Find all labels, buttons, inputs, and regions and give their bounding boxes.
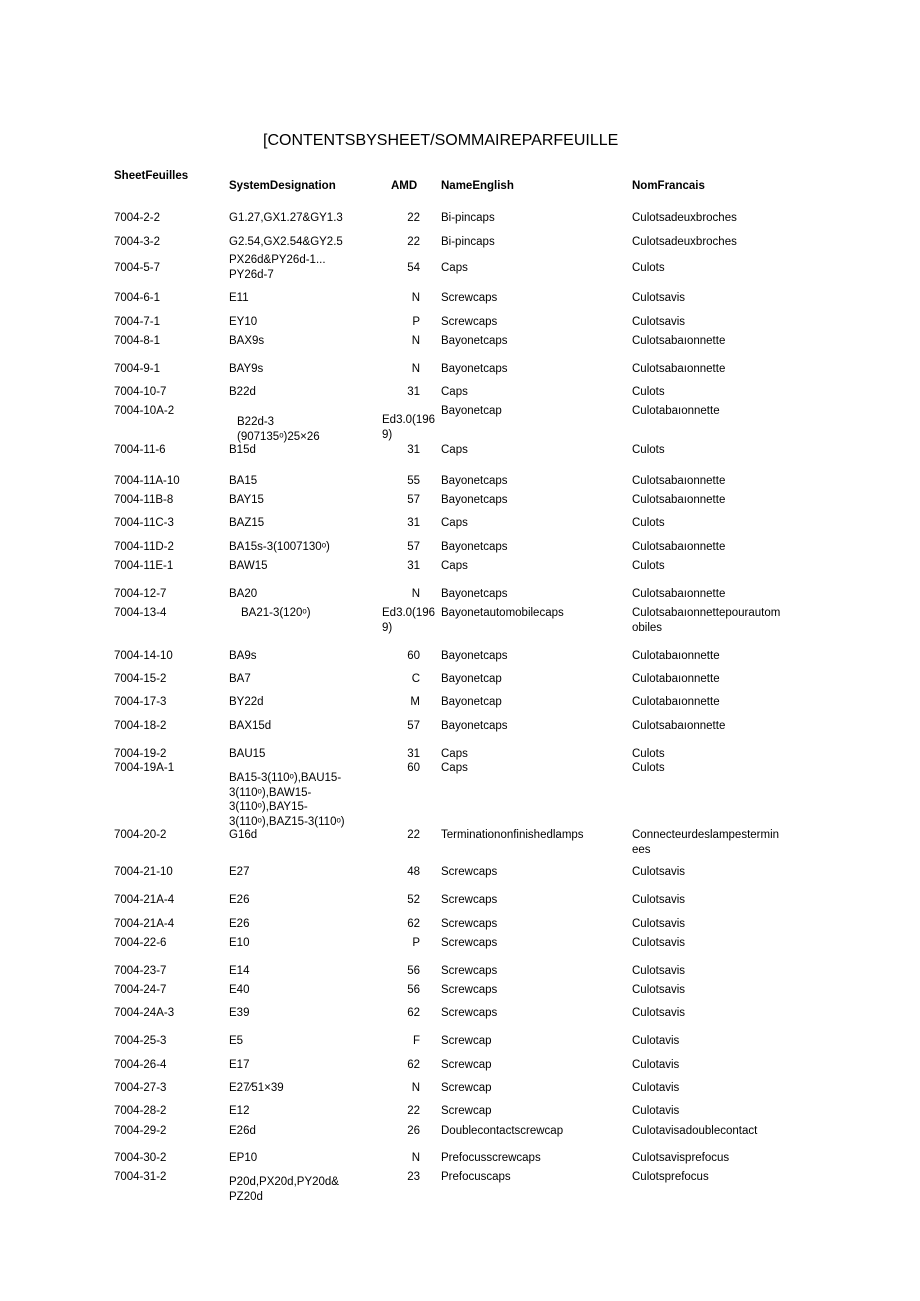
system-designation: E17	[229, 1059, 250, 1071]
name-french: Connecteurdeslampestermin ees	[632, 829, 780, 856]
name-english: Bi-pincaps	[441, 212, 495, 224]
sheet-number: 7004-22-6	[114, 937, 167, 949]
name-english: Caps	[441, 444, 468, 456]
name-english: Screwcap	[441, 1059, 492, 1071]
sheet-number: 7004-8-1	[114, 335, 161, 347]
name-french: Culotsavis	[632, 1007, 686, 1019]
header-amd: AMD	[391, 180, 418, 192]
header-system: SystemDesignation	[229, 180, 336, 192]
name-french: Culotsabaıonnette	[632, 494, 726, 506]
name-english: Bayonetcaps	[441, 494, 508, 506]
name-english: Caps	[441, 748, 468, 760]
amendment: Ed3.0(196 9)	[382, 414, 436, 441]
system-designation: BAW15	[229, 560, 268, 572]
amendment: 62	[407, 1059, 420, 1071]
amendment: 56	[407, 984, 420, 996]
system-designation: E39	[229, 1007, 250, 1019]
name-french: Culots	[632, 262, 665, 274]
name-french: Culotsadeuxbroches	[632, 212, 737, 224]
name-french: Culotsavis	[632, 894, 686, 906]
name-english: Screwcaps	[441, 918, 498, 930]
sheet-number: 7004-25-3	[114, 1035, 167, 1047]
name-english: Screwcaps	[441, 965, 498, 977]
name-french: Culots	[632, 517, 665, 529]
name-english: Bayonetcap	[441, 696, 502, 708]
system-designation: BAY15	[229, 494, 264, 506]
amendment: 52	[407, 894, 420, 906]
system-designation: BAZ15	[229, 517, 265, 529]
name-english: Screwcap	[441, 1035, 492, 1047]
name-english: Caps	[441, 762, 468, 774]
sheet-number: 7004-13-4	[114, 607, 167, 619]
sheet-number: 7004-11E-1	[114, 560, 174, 572]
name-english: Bayonetcaps	[441, 475, 508, 487]
amendment: N	[411, 588, 420, 600]
sheet-number: 7004-5-7	[114, 262, 161, 274]
amendment: 60	[407, 762, 420, 774]
system-designation: BAU15	[229, 748, 266, 760]
name-english: Screwcap	[441, 1105, 492, 1117]
system-designation: B22d-3 (907135ᵒ)25×26	[237, 416, 320, 443]
system-designation: B22d	[229, 386, 256, 398]
system-designation: G1.27,GX1.27&GY1.3	[229, 212, 343, 224]
name-french: Culotsavis	[632, 316, 686, 328]
name-french: Culotsavis	[632, 937, 686, 949]
system-designation: E26	[229, 894, 250, 906]
name-french: Culots	[632, 444, 665, 456]
header-name-english: NameEnglish	[441, 180, 514, 192]
sheet-number: 7004-11-6	[114, 444, 166, 456]
name-french: Culotsabaıonnette	[632, 335, 726, 347]
name-english: Screwcaps	[441, 984, 498, 996]
sheet-number: 7004-20-2	[114, 829, 167, 841]
system-designation: E27⁄51×39	[229, 1082, 284, 1094]
amendment: 48	[407, 866, 420, 878]
sheet-number: 7004-15-2	[114, 673, 167, 685]
amendment: 57	[407, 541, 420, 553]
sheet-number: 7004-29-2	[114, 1125, 167, 1137]
system-designation: BAX9s	[229, 335, 265, 347]
header-sheet: SheetFeuilles	[114, 170, 189, 182]
sheet-number: 7004-12-7	[114, 588, 167, 600]
system-designation: BA15s-3(1007130ᵒ)	[229, 541, 330, 553]
sheet-number: 7004-23-7	[114, 965, 167, 977]
system-designation: G16d	[229, 829, 258, 841]
sheet-number: 7004-21A-4	[114, 918, 175, 930]
amendment: P	[412, 937, 420, 949]
name-french: Culotsavisprefocus	[632, 1152, 730, 1164]
name-english: Screwcaps	[441, 316, 498, 328]
name-english: Prefocusscrewcaps	[441, 1152, 541, 1164]
amendment: N	[411, 363, 420, 375]
amendment: 57	[407, 494, 420, 506]
sheet-number: 7004-21-10	[114, 866, 173, 878]
system-designation: BAX15d	[229, 720, 272, 732]
name-english: Caps	[441, 517, 468, 529]
amendment: 62	[407, 918, 420, 930]
amendment: 31	[407, 386, 420, 398]
sheet-number: 7004-11D-2	[114, 541, 174, 553]
name-english: Bayonetcap	[441, 405, 502, 417]
name-french: Culotsavis	[632, 965, 686, 977]
name-french: Culotsabaıonnette	[632, 363, 726, 375]
name-french: Culotabaıonnette	[632, 405, 720, 417]
system-designation: BA21-3(120ᵒ)	[241, 607, 311, 619]
system-designation: EP10	[229, 1152, 258, 1164]
name-english: Caps	[441, 386, 468, 398]
amendment: 55	[407, 475, 420, 487]
amendment: 31	[407, 748, 420, 760]
name-english: Screwcaps	[441, 1007, 498, 1019]
name-english: Caps	[441, 262, 468, 274]
name-english: Prefocuscaps	[441, 1171, 511, 1183]
name-french: Culotabaıonnette	[632, 650, 720, 662]
name-english: Bayonetautomobilecaps	[441, 607, 564, 619]
name-french: Culotsavis	[632, 984, 686, 996]
amendment: N	[411, 335, 420, 347]
amendment: N	[411, 1152, 420, 1164]
system-designation: E40	[229, 984, 250, 996]
name-french: Culots	[632, 762, 665, 774]
amendment: 23	[407, 1171, 420, 1183]
sheet-number: 7004-2-2	[114, 212, 161, 224]
name-english: Screwcaps	[441, 937, 498, 949]
system-designation: BA15	[229, 475, 258, 487]
sheet-number: 7004-28-2	[114, 1105, 167, 1117]
system-designation: B15d	[229, 444, 256, 456]
name-french: Culots	[632, 560, 665, 572]
name-english: Bayonetcaps	[441, 650, 508, 662]
name-english: Bayonetcaps	[441, 720, 508, 732]
amendment: N	[411, 292, 420, 304]
system-designation: E11	[229, 292, 249, 304]
system-designation: E14	[229, 965, 250, 977]
sheet-number: 7004-17-3	[114, 696, 167, 708]
amendment: 60	[407, 650, 420, 662]
amendment: 31	[407, 517, 420, 529]
name-french: Culotabaıonnette	[632, 696, 720, 708]
sheet-number: 7004-9-1	[114, 363, 161, 375]
name-english: Terminationonfinishedlamps	[441, 829, 584, 841]
sheet-number: 7004-11A-10	[114, 475, 180, 487]
sheet-number: 7004-6-1	[114, 292, 161, 304]
header-name-french: NomFrancais	[632, 180, 705, 192]
name-english: Bayonetcaps	[441, 588, 508, 600]
name-french: Culotavis	[632, 1082, 680, 1094]
system-designation: E27	[229, 866, 250, 878]
system-designation: E10	[229, 937, 250, 949]
page-title: [CONTENTSBYSHEET/SOMMAIREPARFEUILLE	[263, 132, 619, 149]
amendment: 22	[407, 1105, 420, 1117]
system-designation: BA7	[229, 673, 251, 685]
sheet-number: 7004-24-7	[114, 984, 167, 996]
amendment: 22	[407, 829, 420, 841]
name-french: Culotsabaıonnettepourautom obiles	[632, 607, 781, 634]
amendment: 54	[407, 262, 420, 274]
system-designation: BA20	[229, 588, 258, 600]
system-designation: G2.54,GX2.54&GY2.5	[229, 236, 343, 248]
name-english: Bayonetcaps	[441, 363, 508, 375]
system-designation: BA9s	[229, 650, 257, 662]
sheet-number: 7004-27-3	[114, 1082, 167, 1094]
sheet-number: 7004-21A-4	[114, 894, 175, 906]
name-french: Culotsprefocus	[632, 1171, 709, 1183]
sheet-number: 7004-19A-1	[114, 762, 175, 774]
name-french: Culotsadeuxbroches	[632, 236, 737, 248]
system-designation: E12	[229, 1105, 250, 1117]
sheet-number: 7004-26-4	[114, 1059, 167, 1071]
name-english: Bayonetcap	[441, 673, 502, 685]
amendment: 26	[407, 1125, 420, 1137]
name-french: Culots	[632, 748, 665, 760]
name-french: Culotsavis	[632, 866, 686, 878]
name-french: Culotsabaıonnette	[632, 720, 726, 732]
sheet-number: 7004-3-2	[114, 236, 161, 248]
system-designation: E26	[229, 918, 250, 930]
sheet-number: 7004-7-1	[114, 316, 161, 328]
amendment: 56	[407, 965, 420, 977]
sheet-number: 7004-10-7	[114, 386, 167, 398]
name-french: Culotsabaıonnette	[632, 588, 726, 600]
sheet-number: 7004-18-2	[114, 720, 167, 732]
sheet-number: 7004-30-2	[114, 1152, 167, 1164]
name-english: Bi-pincaps	[441, 236, 495, 248]
sheet-number: 7004-10A-2	[114, 405, 175, 417]
name-english: Doublecontactscrewcap	[441, 1125, 564, 1137]
name-french: Culotavis	[632, 1035, 680, 1047]
sheet-number: 7004-11C-3	[114, 517, 174, 529]
name-english: Screwcaps	[441, 894, 498, 906]
name-french: Culotsavis	[632, 918, 686, 930]
system-designation: EY10	[229, 316, 258, 328]
amendment: 62	[407, 1007, 420, 1019]
name-english: Bayonetcaps	[441, 541, 508, 553]
system-designation: P20d,PX20d,PY20d& PZ20d	[229, 1176, 339, 1203]
sheet-number: 7004-14-10	[114, 650, 173, 662]
amendment: F	[412, 1035, 420, 1047]
system-designation: E26d	[229, 1125, 256, 1137]
name-french: Culotsabaıonnette	[632, 475, 726, 487]
name-french: Culotavisadoublecontact	[632, 1125, 758, 1137]
name-french: Culotavis	[632, 1059, 680, 1071]
name-english: Screwcap	[441, 1082, 492, 1094]
sheet-number: 7004-31-2	[114, 1171, 167, 1183]
amendment: 57	[407, 720, 420, 732]
name-french: Culotsavis	[632, 292, 686, 304]
amendment: Ed3.0(196 9)	[382, 607, 436, 634]
amendment: N	[411, 1082, 420, 1094]
amendment: 22	[407, 212, 420, 224]
sheet-number: 7004-19-2	[114, 748, 167, 760]
amendment: 22	[407, 236, 420, 248]
name-french: Culots	[632, 386, 665, 398]
system-designation: BA15-3(110ᵒ),BAU15- 3(110ᵒ),BAW15- 3(110ᵒ),BAY15- 3(110ᵒ),BAZ15-3(110ᵒ)	[229, 772, 345, 828]
sheet-number: 7004-24A-3	[114, 1007, 175, 1019]
amendment: 31	[407, 444, 420, 456]
amendment: P	[412, 316, 420, 328]
name-english: Screwcaps	[441, 292, 498, 304]
system-designation: BAY9s	[229, 363, 264, 375]
amendment: M	[410, 696, 420, 708]
name-french: Culotabaıonnette	[632, 673, 720, 685]
system-designation: BY22d	[229, 696, 264, 708]
amendment: 31	[407, 560, 420, 572]
name-french: Culotavis	[632, 1105, 680, 1117]
name-english: Bayonetcaps	[441, 335, 508, 347]
amendment: C	[411, 673, 420, 685]
sheet-number: 7004-11B-8	[114, 494, 174, 506]
system-designation: E5	[229, 1035, 244, 1047]
name-french: Culotsabaıonnette	[632, 541, 726, 553]
name-english: Screwcaps	[441, 866, 498, 878]
name-english: Caps	[441, 560, 468, 572]
system-designation: PX26d&PY26d-1... PY26d-7	[229, 254, 326, 281]
